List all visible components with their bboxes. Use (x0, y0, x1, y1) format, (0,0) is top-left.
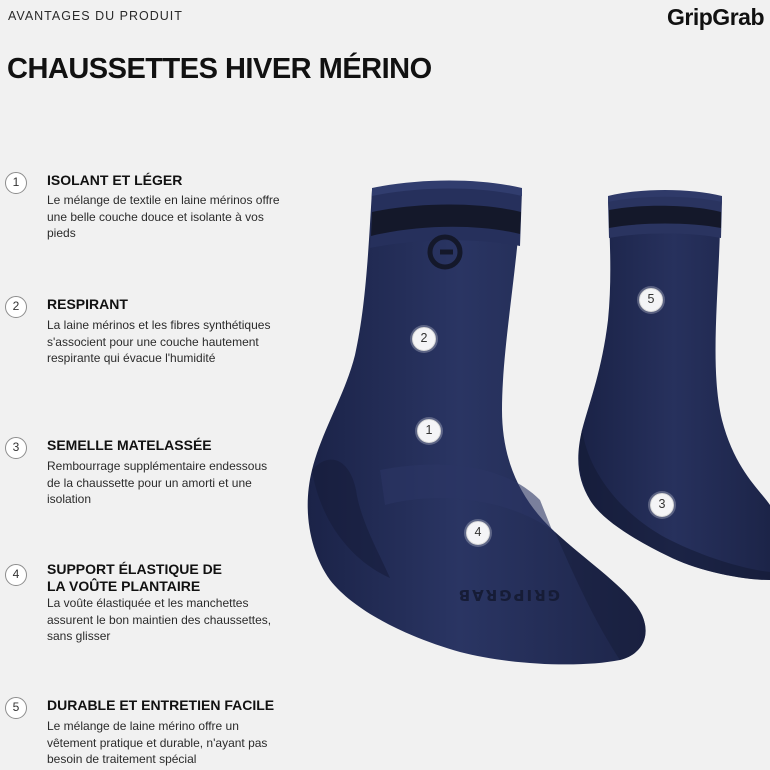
feature-number-badge: 1 (5, 172, 27, 194)
sock-marker-5: 5 (639, 288, 663, 312)
feature-number-badge: 4 (5, 564, 27, 586)
feature-number-badge: 2 (5, 296, 27, 318)
feature-description: Le mélange de textile en laine mérinos offre une belle couche douce et isolante à vos pieds (47, 193, 280, 240)
sock-marker-1: 1 (417, 419, 441, 443)
sock-marker-4: 4 (466, 521, 490, 545)
section-eyebrow: AVANTAGES DU PRODUIT (8, 9, 183, 23)
feature-description: La voûte élastiquée et les manchettes assurent le bon maintien des chaussettes, sans glisser (47, 596, 272, 643)
feature-description: La laine mérinos et les fibres synthétiques s'associent pour une couche hautement respirante qui évacue l'humidité (47, 318, 271, 365)
socks-illustration (290, 160, 770, 720)
sock-marker-2: 2 (412, 327, 436, 351)
feature-number-badge: 5 (5, 697, 27, 719)
page-title: CHAUSSETTES HIVER MÉRINO (7, 53, 432, 85)
feature-title: RESPIRANT (47, 296, 128, 312)
feature-title: SUPPORT ÉLASTIQUE DE LA VOÛTE PLANTAIRE (47, 561, 223, 594)
brand-logo: GripGrab (667, 4, 764, 30)
feature-title: ISOLANT ET LÉGER (47, 172, 183, 188)
feature-title: SEMELLE MATELASSÉE (47, 437, 212, 453)
sole-brand-print: GRIPGRAB (456, 586, 560, 604)
feature-description: Le mélange de laine mérino offre un vêtement pratique et durable, n'ayant pas besoin de traitement spécial (47, 719, 268, 766)
sock-marker-3: 3 (650, 493, 674, 517)
feature-number-badge: 3 (5, 437, 27, 459)
feature-description: Rembourrage supplémentaire endessous de la chaussette pour un amorti et une isolation (47, 459, 268, 506)
feature-title: DURABLE ET ENTRETIEN FACILE (47, 697, 275, 713)
right-sock (578, 190, 770, 580)
